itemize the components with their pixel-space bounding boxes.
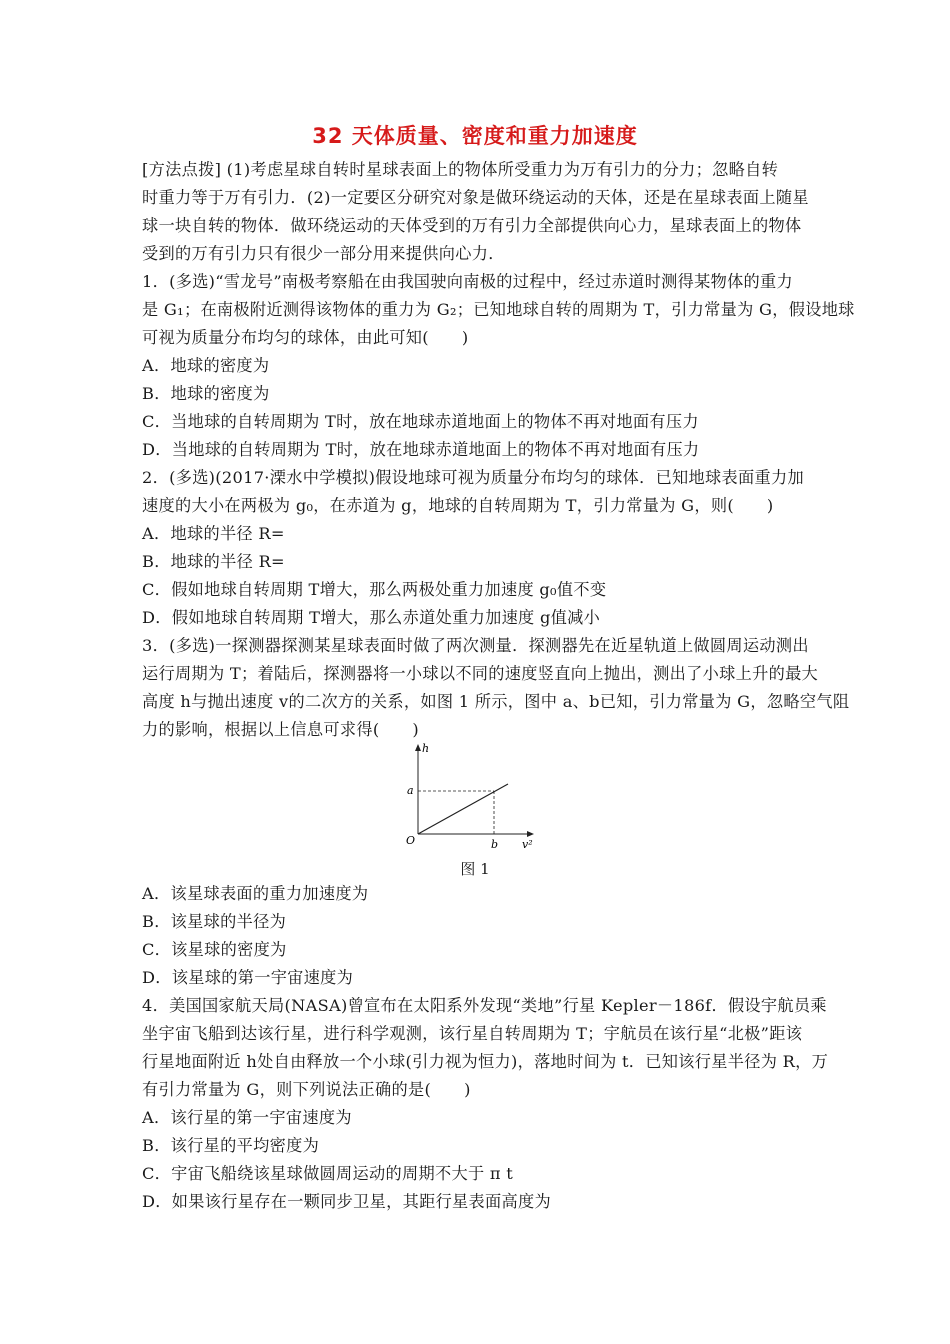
question-3-option-b: B．该星球的半径为 xyxy=(142,912,287,931)
figure-1 xyxy=(398,738,538,858)
h-v2-line xyxy=(418,784,508,834)
question-1-stem: 1．(多选)“雪龙号”南极考察船在由我国驶向南极的过程中，经过赤道时测得某物体的重力 xyxy=(142,272,794,291)
figure-caption: 图 1 xyxy=(460,860,490,878)
b-label: b xyxy=(491,838,499,851)
x-axis-arrow-icon xyxy=(527,831,534,837)
question-1-option-c: C．当地球的自转周期为 T时，放在地球赤道地面上的物体不再对地面有压力 xyxy=(142,412,699,431)
question-4-option-a: A．该行星的第一宇宙速度为 xyxy=(142,1108,352,1127)
origin-label: O xyxy=(406,834,416,847)
question-2-option-b: B．地球的半径 R= xyxy=(142,552,285,571)
question-3-stem: 力的影响，根据以上信息可求得( ) xyxy=(142,720,420,739)
question-3-option-a: A．该星球表面的重力加速度为 xyxy=(142,884,369,903)
question-1-option-a: A．地球的密度为 xyxy=(142,356,270,375)
question-2-option-d: D．假如地球自转周期 T增大，那么赤道处重力加速度 g值减小 xyxy=(142,608,601,627)
a-label: a xyxy=(407,784,414,797)
question-1-stem: 可视为质量分布均匀的球体，由此可知( ) xyxy=(142,328,469,347)
question-2-stem: 2．(多选)(2017·溧水中学模拟)假设地球可视为质量分布均匀的球体．已知地球表面重力加 xyxy=(142,468,804,487)
question-2-option-c: C．假如地球自转周期 T增大，那么两极处重力加速度 g₀值不变 xyxy=(142,580,607,599)
question-4-stem: 4．美国国家航天局(NASA)曾宣布在太阳系外发现“类地”行星 Kepler－186f．假设宇航员乘 xyxy=(142,996,827,1015)
page-title: 32 天体质量、密度和重力加速度 xyxy=(312,124,638,148)
question-3-stem: 3．(多选)一探测器探测某星球表面时做了两次测量．探测器先在近星轨道上做圆周运动测出 xyxy=(142,636,809,655)
question-1-option-d: D．当地球的自转周期为 T时，放在地球赤道地面上的物体不再对地面有压力 xyxy=(142,440,700,459)
question-4-stem: 行星地面附近 h处自由释放一个小球(引力视为恒力)，落地时间为 t．已知该行星半径为 R，万 xyxy=(142,1052,829,1071)
question-3-stem: 高度 h与抛出速度 v的二次方的关系，如图 1 所示，图中 a、b已知，引力常量为 G，忽略空气阻 xyxy=(142,692,850,711)
text-line: 球一块自转的物体．做环绕运动的天体受到的万有引力全部提供向心力，星球表面上的物体 xyxy=(142,216,802,235)
question-4-option-d: D．如果该行星存在一颗同步卫星，其距行星表面高度为 xyxy=(142,1192,551,1211)
question-4-option-b: B．该行星的平均密度为 xyxy=(142,1136,320,1155)
question-1-option-b: B．地球的密度为 xyxy=(142,384,270,403)
question-3-option-d: D．该星球的第一宇宙速度为 xyxy=(142,968,354,987)
question-3-option-c: C．该星球的密度为 xyxy=(142,940,287,959)
question-2-stem: 速度的大小在两极为 g₀，在赤道为 g，地球的自转周期为 T，引力常量为 G，则( ) xyxy=(142,496,774,515)
y-axis-arrow-icon xyxy=(415,744,421,751)
y-axis-label: h xyxy=(422,742,430,755)
text-line: [方法点拨] (1)考虑星球自转时星球表面上的物体所受重力为万有引力的分力；忽略自转 xyxy=(142,160,779,179)
x-axis-label: v² xyxy=(522,838,533,851)
text-line: 受到的万有引力只有很少一部分用来提供向心力． xyxy=(142,244,505,263)
question-2-option-a: A．地球的半径 R= xyxy=(142,524,285,543)
question-4-stem: 有引力常量为 G，则下列说法正确的是( ) xyxy=(142,1080,471,1099)
question-1-stem: 是 G₁；在南极附近测得该物体的重力为 G₂；已知地球自转的周期为 T，引力常量为 G，假设地球 xyxy=(142,300,855,319)
h-v2-graph xyxy=(398,738,538,858)
question-4-option-c: C．宇宙飞船绕该星球做圆周运动的周期不大于 π t xyxy=(142,1164,514,1183)
question-3-stem: 运行周期为 T；着陆后，探测器将一小球以不同的速度竖直向上抛出，测出了小球上升的最大 xyxy=(142,664,819,683)
text-line: 时重力等于万有引力．(2)一定要区分研究对象是做环绕运动的天体，还是在星球表面上随星 xyxy=(142,188,809,207)
question-4-stem: 坐宇宙飞船到达该行星，进行科学观测，该行星自转周期为 T；宇航员在该行星“北极”距该 xyxy=(142,1024,803,1043)
